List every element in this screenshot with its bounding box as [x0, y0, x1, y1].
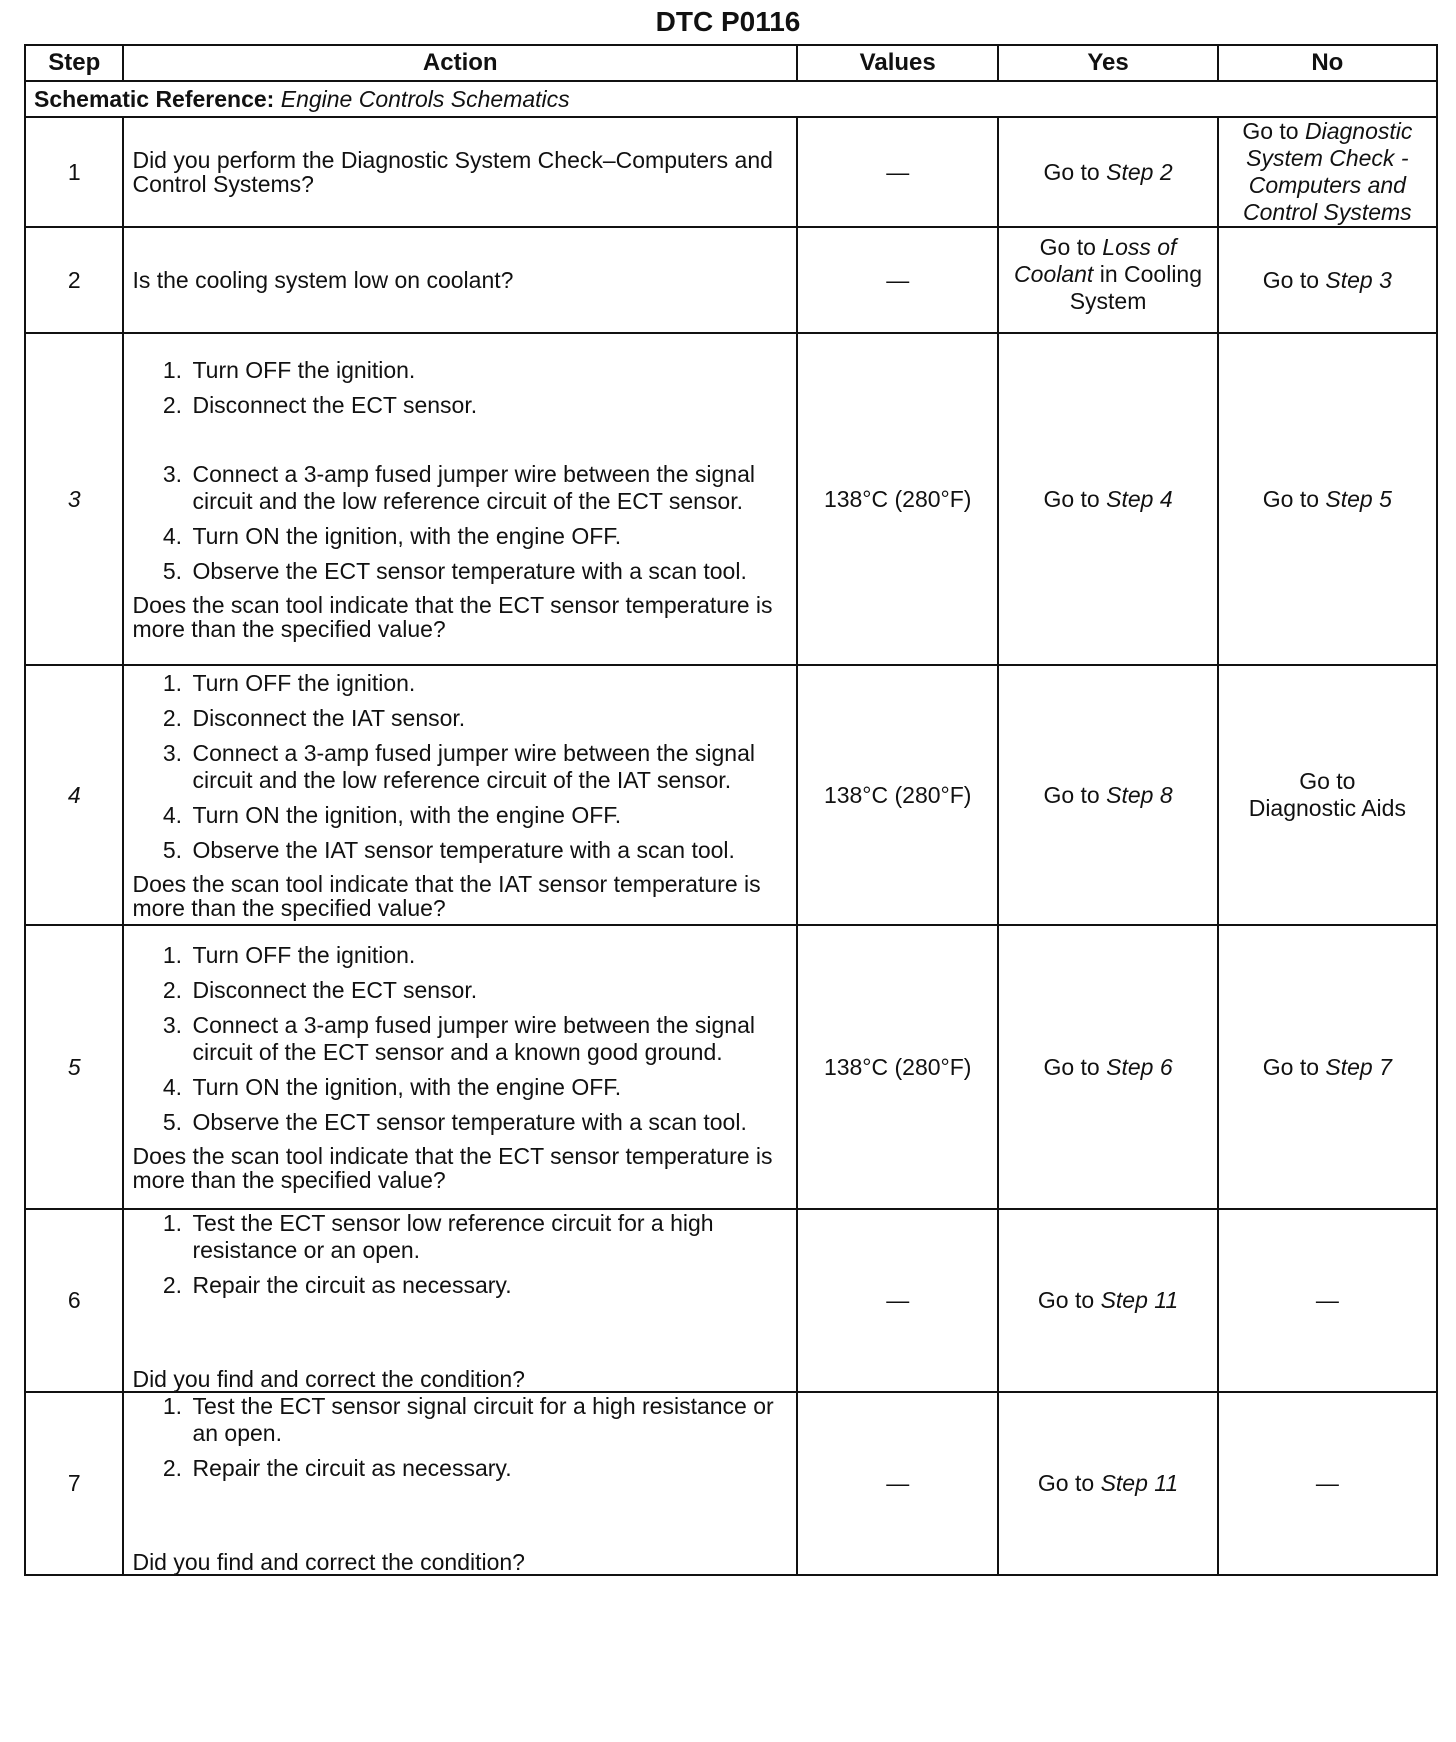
go-to-text: Go to — [1039, 234, 1096, 260]
step-number: 4 — [25, 665, 123, 925]
action-item: 5. Observe the ECT sensor temperature with a scan tool. — [188, 1109, 788, 1136]
step-number: 6 — [25, 1209, 123, 1392]
schematic-label: Schematic Reference: — [34, 85, 275, 112]
go-to-text: Go to — [1043, 485, 1100, 512]
go-to-text: Go to — [1043, 781, 1100, 808]
step-number: 5 — [25, 925, 123, 1209]
value-cell: 138°C (280°F) — [797, 665, 998, 925]
action-list — [132, 670, 788, 864]
action-item: 2. Disconnect the ECT sensor. — [188, 977, 788, 1004]
go-to-text: Go to — [1262, 485, 1320, 512]
action-item: 2. Repair the circuit as necessary. — [188, 1272, 788, 1299]
action-item: 3. Connect a 3-amp fused jumper wire between the signal circuit and the low reference circuit of the ECT sensor. — [188, 461, 788, 515]
action-item: 2. Repair the circuit as necessary. — [188, 1455, 788, 1482]
action-item: 1. Test the ECT sensor signal circuit for a high resistance or an open. — [188, 1393, 788, 1447]
action-question: Is the cooling system low on coolant? — [132, 267, 514, 293]
table-row — [25, 925, 1437, 1209]
value-cell: — — [797, 1209, 998, 1392]
yes-cell — [998, 1392, 1217, 1575]
yes-cell — [998, 925, 1217, 1209]
action-item: 4. Turn ON the ignition, with the engine OFF. — [188, 523, 788, 550]
go-to-text: Go to — [1037, 1287, 1095, 1313]
action-cell — [123, 333, 797, 665]
yes-link[interactable]: Step 11 — [1100, 1470, 1179, 1496]
action-item: 4. Turn ON the ignition, with the engine OFF. — [188, 1074, 788, 1101]
no-cell — [1218, 665, 1437, 925]
action-item: 2. Disconnect the IAT sensor. — [188, 705, 788, 732]
action-item: 2. Disconnect the ECT sensor. — [188, 392, 788, 419]
no-cell: — — [1218, 1209, 1437, 1392]
action-question: Does the scan tool indicate that the IAT sensor temperature is more than the specified value? — [132, 871, 761, 921]
go-to-text: Go to — [1043, 158, 1100, 185]
no-cell: — — [1218, 1392, 1437, 1575]
value-cell: 138°C (280°F) — [797, 333, 998, 665]
action-item: 5. Observe the IAT sensor temperature with a scan tool. — [188, 837, 788, 864]
no-cell — [1218, 227, 1437, 333]
action-item: 5. Observe the ECT sensor temperature with a scan tool. — [188, 558, 788, 585]
yes-suffix: in Cooling System — [1069, 261, 1203, 314]
action-list — [132, 1210, 788, 1299]
action-cell — [123, 1209, 797, 1392]
diagnostic-table — [24, 44, 1438, 1576]
yes-cell — [998, 665, 1217, 925]
go-to-text: Go to — [1262, 1053, 1320, 1080]
action-question: Did you perform the Diagnostic System Check–Computers and Control Systems? — [132, 147, 773, 197]
no-link[interactable]: Step 3 — [1325, 266, 1392, 293]
yes-link[interactable]: Step 6 — [1106, 1053, 1173, 1080]
step-number: 2 — [25, 227, 123, 333]
spacer — [132, 1307, 788, 1367]
action-item: 1. Turn OFF the ignition. — [188, 942, 788, 969]
action-cell — [123, 117, 797, 227]
action-cell — [123, 925, 797, 1209]
yes-link[interactable]: Step 4 — [1106, 485, 1173, 512]
page-title: DTC P0116 — [655, 6, 801, 37]
header-step: Step — [25, 45, 123, 81]
action-list — [132, 357, 788, 585]
header-action: Action — [123, 45, 797, 81]
step-number: 1 — [25, 117, 123, 227]
action-question: Did you find and correct the condition? — [132, 1366, 525, 1392]
action-item: 1. Turn OFF the ignition. — [188, 670, 788, 697]
value-cell: — — [797, 227, 998, 333]
spacer — [132, 1490, 788, 1550]
yes-cell — [998, 333, 1217, 665]
step-number: 3 — [25, 333, 123, 665]
spacer — [188, 427, 788, 461]
action-cell — [123, 665, 797, 925]
table-row — [25, 117, 1437, 227]
value-cell: 138°C (280°F) — [797, 925, 998, 1209]
value-cell: — — [797, 1392, 998, 1575]
action-item: 1. Turn OFF the ignition. — [188, 357, 788, 384]
no-link[interactable]: Diagnostic System Check - Computers and Control Systems — [1242, 118, 1413, 225]
table-row — [25, 1209, 1437, 1392]
go-to-text: Go to — [1043, 1053, 1100, 1080]
action-question: Did you find and correct the condition? — [132, 1549, 525, 1575]
action-cell — [123, 227, 797, 333]
table-row — [25, 333, 1437, 665]
header-row — [25, 45, 1437, 81]
header-yes: Yes — [998, 45, 1217, 81]
go-to-text: Go to — [1262, 266, 1320, 293]
no-link[interactable]: Step 7 — [1325, 1053, 1392, 1080]
go-to-text: Go to — [1299, 768, 1356, 794]
yes-link[interactable]: Step 8 — [1106, 781, 1173, 808]
action-item: 3. Connect a 3-amp fused jumper wire between the signal circuit of the ECT sensor and a known good ground. — [188, 1012, 788, 1066]
yes-link[interactable]: Loss of Coolant — [1014, 234, 1177, 287]
no-cell — [1218, 117, 1437, 227]
action-item: 1. Test the ECT sensor low reference circuit for a high resistance or an open. — [188, 1210, 788, 1264]
table-row — [25, 227, 1437, 333]
yes-link[interactable]: Step 11 — [1100, 1287, 1179, 1313]
schematic-link[interactable]: Engine Controls Schematics — [280, 85, 570, 112]
no-cell — [1218, 925, 1437, 1209]
no-link[interactable]: Step 5 — [1325, 485, 1392, 512]
action-cell — [123, 1392, 797, 1575]
action-item: 3. Connect a 3-amp fused jumper wire between the signal circuit and the low reference circuit of the IAT sensor. — [188, 740, 788, 794]
no-link[interactable]: Diagnostic Aids — [1248, 795, 1406, 821]
no-cell — [1218, 333, 1437, 665]
header-values: Values — [797, 45, 998, 81]
action-list — [132, 1393, 788, 1482]
schematic-reference — [25, 81, 1437, 117]
go-to-text: Go to — [1242, 118, 1299, 144]
step-number: 7 — [25, 1392, 123, 1575]
action-question: Does the scan tool indicate that the ECT sensor temperature is more than the specified value? — [132, 592, 773, 642]
header-no: No — [1218, 45, 1437, 81]
yes-cell — [998, 1209, 1217, 1392]
action-list — [132, 942, 788, 1136]
yes-cell — [998, 117, 1217, 227]
value-cell: — — [797, 117, 998, 227]
go-to-text: Go to — [1037, 1470, 1095, 1496]
table-row — [25, 1392, 1437, 1575]
schematic-row — [25, 81, 1437, 117]
table-row — [25, 665, 1437, 925]
action-question: Does the scan tool indicate that the ECT sensor temperature is more than the specified value? — [132, 1143, 773, 1193]
yes-link[interactable]: Step 2 — [1106, 158, 1173, 185]
action-item: 4. Turn ON the ignition, with the engine OFF. — [188, 802, 788, 829]
yes-cell — [998, 227, 1217, 333]
